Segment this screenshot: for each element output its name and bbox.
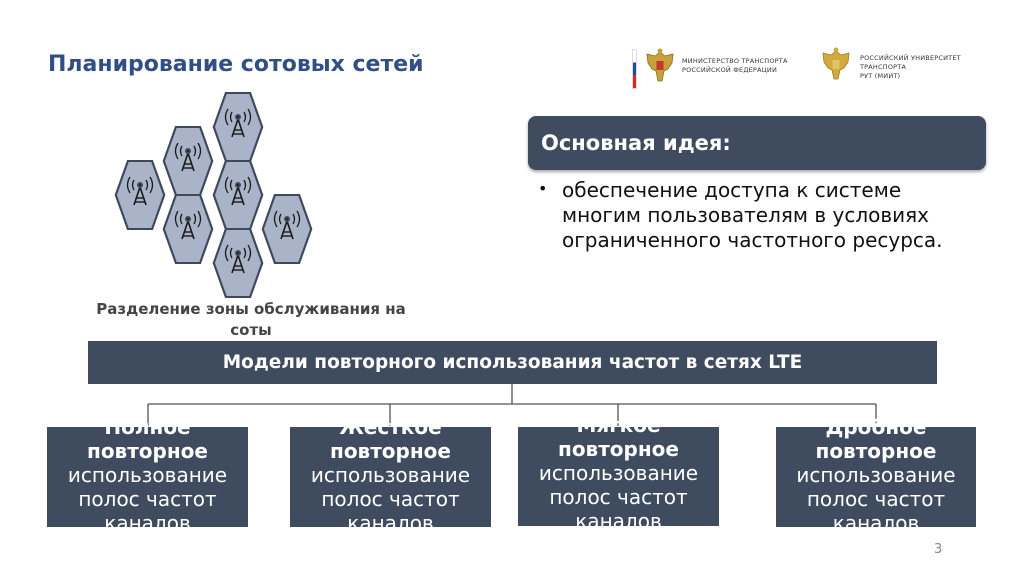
model-title-word: повторное — [558, 437, 679, 461]
model-text-line: каналов — [832, 511, 920, 535]
model-text-line: каналов — [575, 509, 662, 533]
model-title-word: Дробное — [825, 415, 927, 439]
university-logo-line-2: ТРАНСПОРТА — [860, 63, 907, 71]
model-box-fractional — [776, 415, 976, 535]
model-box-hard — [290, 415, 491, 535]
model-title-word: Полное — [104, 415, 191, 439]
model-text-line: полос частот — [806, 487, 946, 511]
model-box-full — [47, 415, 248, 535]
model-title-word: повторное — [87, 439, 208, 463]
main-idea-header: Основная идея: — [528, 116, 986, 170]
model-text-line: полос частот — [78, 487, 217, 511]
ministry-logo-line-1: МИНИСТЕРСТВО ТРАНСПОРТА — [682, 57, 788, 65]
hex-diagram-caption: Разделение зоны обслуживания на соты — [96, 300, 406, 339]
model-text-line: использование — [538, 461, 699, 485]
university-logo-line-3: РУТ (МИИТ) — [860, 72, 901, 80]
model-title-word: Жесткое — [339, 415, 442, 439]
bullet-icon: • — [538, 179, 548, 198]
model-text-line: использование — [310, 463, 471, 487]
model-title-word: повторное — [330, 439, 451, 463]
model-title-word: Мягкое — [576, 413, 661, 437]
model-text-line: использование — [67, 463, 228, 487]
page-number: 3 — [934, 542, 943, 557]
model-text-line: использование — [796, 463, 956, 487]
model-text-line: каналов — [104, 511, 191, 535]
slide-title: Планирование сотовых сетей — [48, 52, 424, 77]
university-logo-line-1: РОССИЙСКИЙ УНИВЕРСИТЕТ — [860, 54, 961, 62]
model-title-word: повторное — [815, 439, 937, 463]
ministry-logo-line-2: РОССИЙСКОЙ ФЕДЕРАЦИИ — [682, 66, 778, 74]
model-text-line: полос частот — [549, 485, 688, 509]
model-box-soft — [518, 413, 719, 533]
lte-models-banner: Модели повторного использования частот в сетях LTE — [88, 341, 937, 384]
model-text-line: каналов — [347, 511, 434, 535]
main-idea-text: обеспечение доступа к системе многим пользователям в условиях ограниченного частотного ресурса. — [562, 178, 943, 252]
model-text-line: полос частот — [321, 487, 460, 511]
